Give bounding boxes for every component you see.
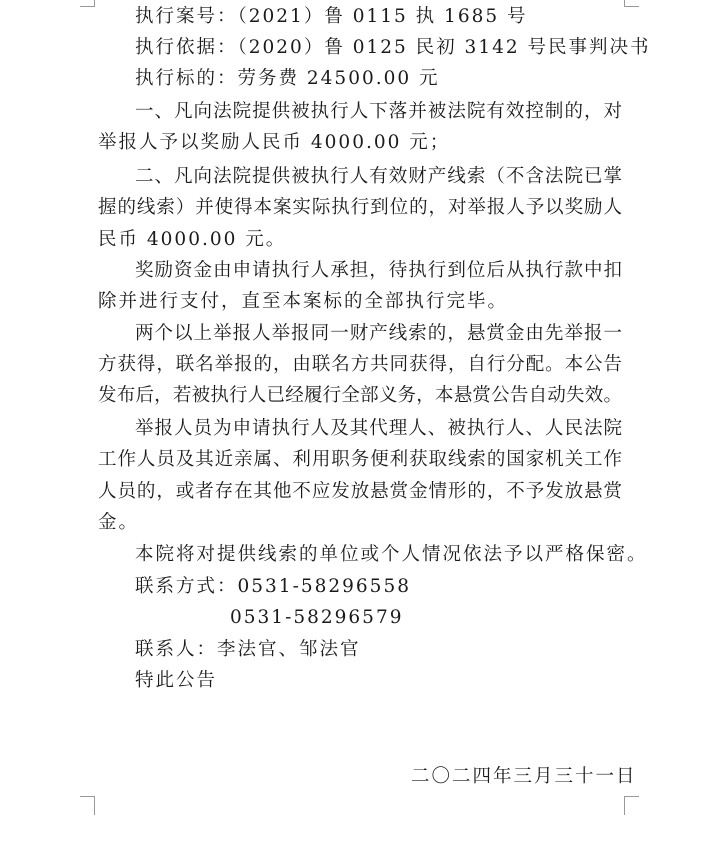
paragraph-2-line-1: 二、凡向法院提供被执行人有效财产线索（不含法院已掌 xyxy=(135,166,622,187)
paragraph-1-line-1: 一、凡向法院提供被执行人下落并被法院有效控制的，对 xyxy=(135,101,622,122)
paragraph-4-line-3: 发布后，若被执行人已经履行全部义务，本悬赏公告自动失效。 xyxy=(98,385,622,406)
paragraph-2-line-3: 民币 4000.00 元。 xyxy=(98,229,287,250)
paragraph-5-line-1: 举报人员为申请执行人及其代理人、被执行人、人民法院 xyxy=(135,418,622,439)
page-corner-mark-bottom-right xyxy=(624,796,639,815)
page-corner-mark-top-right xyxy=(624,0,639,7)
contact-phone-2: 0531-58296579 xyxy=(230,607,404,628)
confidentiality-statement: 本院将对提供线索的单位或个人情况依法予以严格保密。 xyxy=(135,544,648,565)
closing-text: 特此公告 xyxy=(135,670,218,691)
paragraph-4-line-2: 方获得，联名举报的，由联名方共同获得，自行分配。本公告 xyxy=(98,354,622,375)
contact-person: 联系人：李法官、邹法官 xyxy=(135,639,361,660)
paragraph-3-line-2: 除并进行支付，直至本案标的全部执行完毕。 xyxy=(98,291,509,312)
execution-subject: 执行标的：劳务费 24500.00 元 xyxy=(135,68,440,89)
paragraph-3-line-1: 奖励资金由申请执行人承担，待执行到位后从执行款中扣 xyxy=(135,260,622,281)
paragraph-5-line-4: 金。 xyxy=(98,512,140,533)
paragraph-5-line-3: 人员的，或者存在其他不应发放悬赏金情形的，不予发放悬赏 xyxy=(98,481,622,502)
paragraph-2-line-2: 握的线索）并使得本案实际执行到位的，对举报人予以奖励人 xyxy=(98,197,622,218)
contact-method: 联系方式：0531-58296558 xyxy=(135,576,411,597)
paragraph-5-line-2: 工作人员及其近亲属、利用职务便利获取线索的国家机关工作 xyxy=(98,449,622,470)
execution-basis: 执行依据：（2020）鲁 0125 民初 3142 号民事判决书 xyxy=(135,37,651,58)
case-number: 执行案号：（2021）鲁 0115 执 1685 号 xyxy=(135,6,528,27)
paragraph-1-line-2: 举报人予以奖励人民币 4000.00 元； xyxy=(98,132,451,153)
page-corner-mark-bottom-left xyxy=(80,796,95,815)
document-date: 二〇二四年三月三十一日 xyxy=(411,766,637,787)
paragraph-4-line-1: 两个以上举报人举报同一财产线索的，悬赏金由先举报一 xyxy=(135,323,622,344)
page-corner-mark-top-left xyxy=(80,0,95,7)
